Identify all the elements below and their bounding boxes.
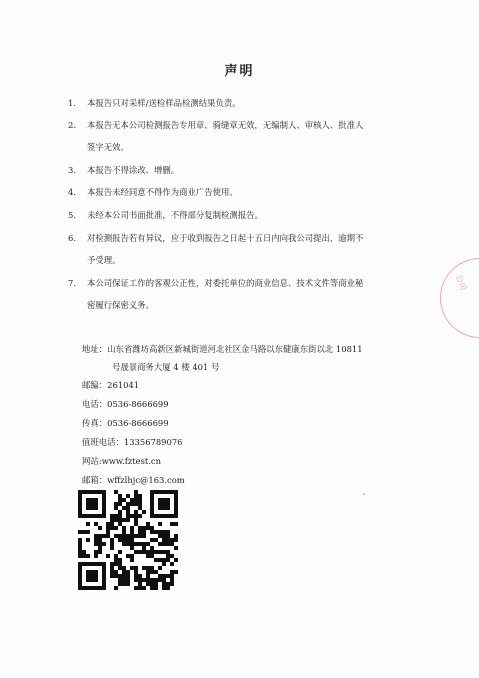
- email-link[interactable]: 邮箱：wffzlhjc@163.com: [82, 475, 185, 485]
- statement-item-4: [68, 181, 418, 203]
- item-text: 本报告只对采样/送检样品检测结果负责。: [87, 98, 241, 108]
- item-number: 3.: [68, 165, 76, 175]
- item-number: 1.: [68, 98, 76, 108]
- page-title: 声明: [224, 64, 255, 79]
- item-number: 7.: [68, 278, 76, 288]
- phone: 电话：0536-8666699: [82, 399, 169, 409]
- statement-item-2: [68, 114, 418, 158]
- item-text: 本公司保证工作的客观公正性，对委托单位的商业信息、技术文件等商业秘: [87, 278, 364, 288]
- item-text: 本报告未经同意不得作为商业广告使用。: [87, 187, 238, 197]
- postcode: 邮编：261041: [82, 380, 140, 390]
- item-number: 5.: [68, 210, 76, 220]
- statement-item-1: [68, 92, 418, 114]
- fax: 传真：0536-8666699: [82, 418, 169, 428]
- item-text: 对检测报告若有异议，应于收到报告之日起十五日内向我公司提出，逾期不: [87, 233, 364, 243]
- item-text: 本报告不得涂改、增删。: [87, 165, 180, 175]
- qr-code-icon: [78, 490, 178, 590]
- scan-speck: [363, 493, 365, 495]
- item-text-cont: 密履行保密义务。: [87, 300, 154, 310]
- duty-phone: 值班电话：13356789076: [82, 437, 183, 447]
- address-line-1: 地址：山东省潍坊高新区新城街道河北社区金马路以东健康东街以北 10811: [82, 344, 363, 354]
- seal-text: 公司: [454, 273, 468, 292]
- item-number: 4.: [68, 187, 76, 197]
- item-text-cont: 予受理。: [87, 255, 121, 265]
- company-seal-icon: [440, 258, 479, 338]
- item-text-cont: 签字无效。: [87, 142, 129, 152]
- item-number: 2.: [68, 120, 76, 130]
- item-number: 6.: [68, 233, 76, 243]
- item-text: 未经本公司书面批准，不得部分复制检测报告。: [87, 210, 263, 220]
- statement-item-7: [68, 272, 418, 316]
- item-text: 本报告无本公司检测报告专用章、骑缝章无效，无编制人、审核人、批准人: [87, 120, 364, 130]
- website-link[interactable]: 网站:www.fztest.cn: [82, 456, 161, 466]
- statement-item-3: [68, 159, 418, 181]
- statement-item-6: [68, 227, 418, 271]
- statement-item-5: [68, 204, 418, 226]
- address-line-2: 号晟景商务大厦 4 楼 401 号: [112, 362, 220, 372]
